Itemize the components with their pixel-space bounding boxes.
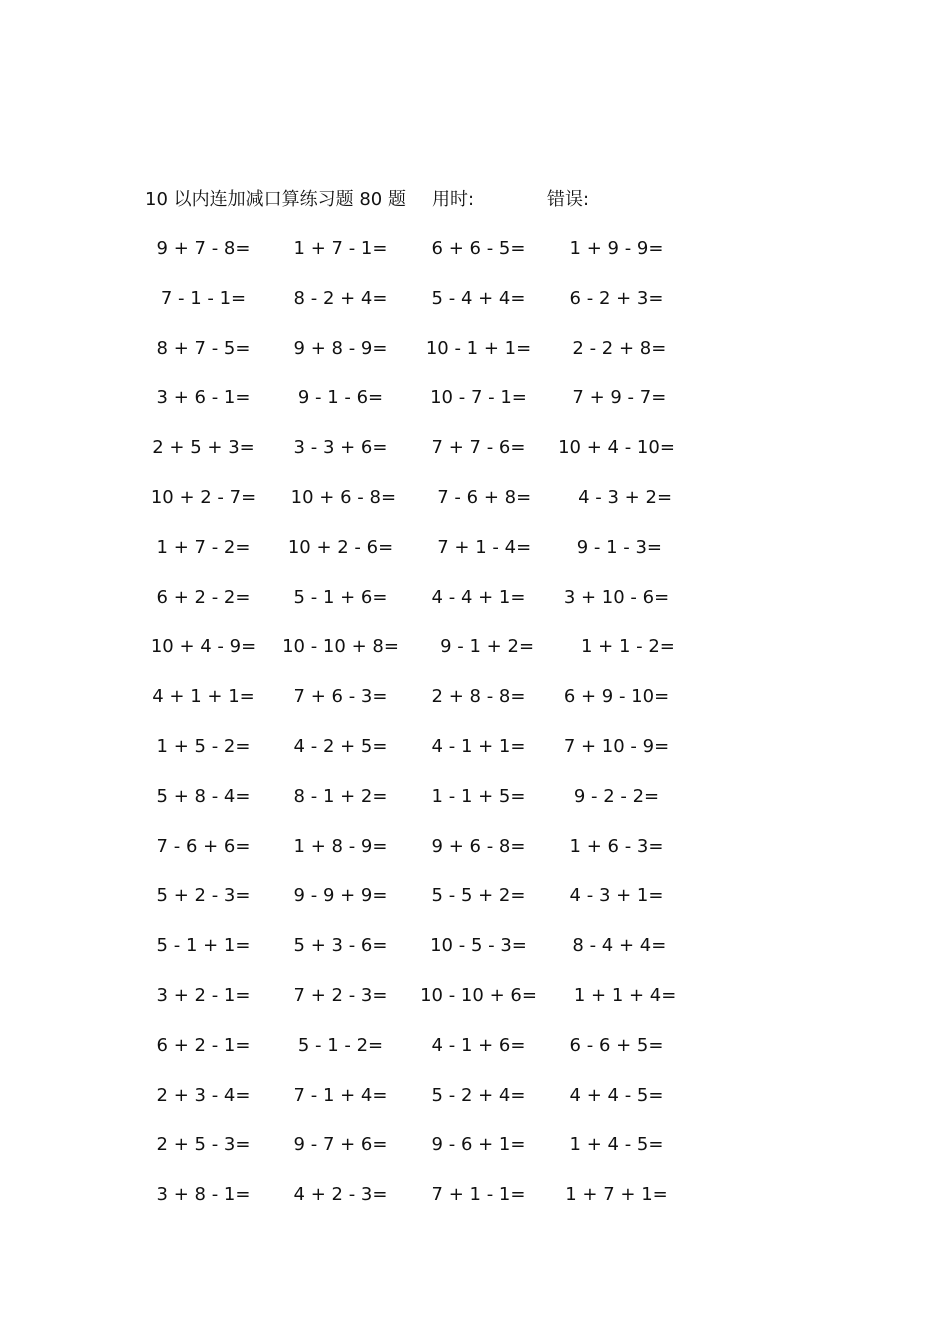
math-problem: 5 - 1 - 2= bbox=[297, 1034, 384, 1056]
math-problem: 10 + 6 - 8= bbox=[284, 486, 397, 508]
math-problem: 7 - 1 + 4= bbox=[293, 1084, 388, 1106]
math-problem: 9 - 6 + 1= bbox=[431, 1134, 526, 1156]
math-problem: 7 + 2 - 3= bbox=[293, 984, 388, 1006]
math-problem: 1 + 4 - 5= bbox=[569, 1134, 664, 1156]
problem-row bbox=[130, 235, 690, 285]
problem-row bbox=[130, 534, 690, 584]
math-problem: 5 - 1 + 6= bbox=[293, 586, 388, 608]
math-problem: 8 - 1 + 2= bbox=[293, 785, 388, 807]
math-problem: 10 + 2 - 7= bbox=[150, 486, 257, 508]
math-problem: 2 + 5 - 3= bbox=[156, 1134, 251, 1156]
math-problem: 8 - 2 + 4= bbox=[293, 287, 388, 309]
problem-row bbox=[130, 335, 690, 385]
math-problem: 5 + 2 - 3= bbox=[156, 885, 251, 907]
problem-row bbox=[130, 384, 690, 434]
math-problem: 9 - 2 - 2= bbox=[573, 785, 660, 807]
math-problem: 1 + 6 - 3= bbox=[569, 835, 664, 857]
time-used-label: 用时: bbox=[432, 189, 475, 210]
math-problem: 7 - 1 - 1= bbox=[160, 287, 247, 309]
math-problem: 4 - 3 + 1= bbox=[569, 885, 664, 907]
math-problem: 5 - 1 + 1= bbox=[156, 935, 251, 957]
math-problem: 10 - 10 + 6= bbox=[420, 984, 537, 1006]
problem-row bbox=[130, 434, 690, 484]
math-problem: 6 + 9 - 10= bbox=[563, 686, 670, 708]
math-problem: 6 - 2 + 3= bbox=[569, 287, 664, 309]
math-problem: 9 - 7 + 6= bbox=[293, 1134, 388, 1156]
math-problem: 3 + 10 - 6= bbox=[563, 586, 670, 608]
math-problem: 4 - 4 + 1= bbox=[431, 586, 526, 608]
math-problem: 1 + 1 + 4= bbox=[556, 984, 677, 1006]
math-problem: 10 - 1 + 1= bbox=[425, 337, 532, 359]
math-problem: 5 - 4 + 4= bbox=[431, 287, 526, 309]
math-problem: 1 + 7 - 2= bbox=[156, 536, 251, 558]
problem-row bbox=[130, 584, 690, 634]
problem-row bbox=[130, 783, 690, 833]
math-problem: 3 + 6 - 1= bbox=[156, 387, 251, 409]
math-problem: 5 + 3 - 6= bbox=[293, 935, 388, 957]
math-problem: 6 + 2 - 2= bbox=[156, 586, 251, 608]
problem-row bbox=[130, 633, 690, 683]
math-problem: 5 - 2 + 4= bbox=[431, 1084, 526, 1106]
math-problem: 4 - 2 + 5= bbox=[293, 735, 388, 757]
problem-row bbox=[130, 982, 690, 1032]
math-problem: 4 + 1 + 1= bbox=[152, 686, 255, 708]
math-problem: 9 - 9 + 9= bbox=[293, 885, 388, 907]
math-problem: 2 - 2 + 8= bbox=[566, 337, 667, 359]
math-problem: 9 + 7 - 8= bbox=[156, 238, 251, 259]
math-problem: 7 - 6 + 8= bbox=[425, 486, 532, 508]
math-problem: 10 - 5 - 3= bbox=[430, 935, 527, 957]
problem-row bbox=[130, 484, 690, 534]
math-problem: 8 - 4 + 4= bbox=[566, 935, 667, 957]
math-problem: 9 - 1 - 3= bbox=[570, 536, 663, 558]
problem-row bbox=[130, 1082, 690, 1132]
problem-row bbox=[130, 882, 690, 932]
math-problem: 4 - 1 + 1= bbox=[431, 735, 526, 757]
math-problem: 7 - 6 + 6= bbox=[156, 835, 251, 857]
math-problem: 4 - 3 + 2= bbox=[560, 486, 673, 508]
math-problem: 1 + 7 + 1= bbox=[565, 1184, 668, 1206]
math-problem: 10 + 4 - 10= bbox=[558, 437, 675, 459]
math-problem: 1 + 9 - 9= bbox=[569, 238, 664, 259]
math-problem: 9 + 6 - 8= bbox=[431, 835, 526, 857]
problem-row bbox=[130, 733, 690, 783]
errors-label: 错误: bbox=[547, 189, 590, 210]
math-problem: 7 + 9 - 7= bbox=[566, 387, 667, 409]
math-problem: 3 - 3 + 6= bbox=[293, 437, 388, 459]
problem-row bbox=[130, 932, 690, 982]
math-problem: 6 - 6 + 5= bbox=[569, 1034, 664, 1056]
worksheet-title: 10 以内连加减口算练习题 80 题 bbox=[145, 189, 406, 210]
math-problem: 9 - 1 - 6= bbox=[297, 387, 384, 409]
problem-grid bbox=[130, 235, 690, 1231]
math-problem: 7 + 1 - 1= bbox=[431, 1184, 526, 1206]
problem-row bbox=[130, 1131, 690, 1181]
math-problem: 2 + 5 + 3= bbox=[152, 437, 255, 459]
math-problem: 9 - 1 + 2= bbox=[422, 636, 535, 658]
math-problem: 5 - 5 + 2= bbox=[431, 885, 526, 907]
math-problem: 7 + 1 - 4= bbox=[425, 536, 532, 558]
math-problem: 6 + 6 - 5= bbox=[431, 238, 526, 259]
math-problem: 7 + 6 - 3= bbox=[293, 686, 388, 708]
math-problem: 7 + 10 - 9= bbox=[563, 735, 670, 757]
math-problem: 2 + 8 - 8= bbox=[431, 686, 526, 708]
problem-row bbox=[130, 285, 690, 335]
math-problem: 9 + 8 - 9= bbox=[293, 337, 388, 359]
math-problem: 6 + 2 - 1= bbox=[156, 1034, 251, 1056]
math-problem: 10 - 7 - 1= bbox=[430, 387, 527, 409]
math-problem: 4 - 1 + 6= bbox=[431, 1034, 526, 1056]
math-problem: 10 + 4 - 9= bbox=[150, 636, 257, 658]
math-problem: 1 + 1 - 2= bbox=[558, 636, 675, 658]
math-problem: 1 - 1 + 5= bbox=[431, 785, 526, 807]
problem-row bbox=[130, 1032, 690, 1082]
math-problem: 3 + 2 - 1= bbox=[156, 984, 251, 1006]
math-problem: 3 + 8 - 1= bbox=[156, 1184, 251, 1206]
math-problem: 10 - 10 + 8= bbox=[282, 636, 399, 658]
problem-row bbox=[130, 683, 690, 733]
math-problem: 1 + 8 - 9= bbox=[293, 835, 388, 857]
math-problem: 10 + 2 - 6= bbox=[287, 536, 394, 558]
math-problem: 4 + 4 - 5= bbox=[569, 1084, 664, 1106]
math-problem: 4 + 2 - 3= bbox=[293, 1184, 388, 1206]
math-problem: 2 + 3 - 4= bbox=[156, 1084, 251, 1106]
math-problem: 8 + 7 - 5= bbox=[156, 337, 251, 359]
math-problem: 7 + 7 - 6= bbox=[431, 437, 526, 459]
math-problem: 5 + 8 - 4= bbox=[156, 785, 251, 807]
math-problem: 1 + 5 - 2= bbox=[156, 735, 251, 757]
problem-row bbox=[130, 1181, 690, 1231]
math-problem: 1 + 7 - 1= bbox=[293, 238, 388, 259]
problem-row bbox=[130, 833, 690, 883]
